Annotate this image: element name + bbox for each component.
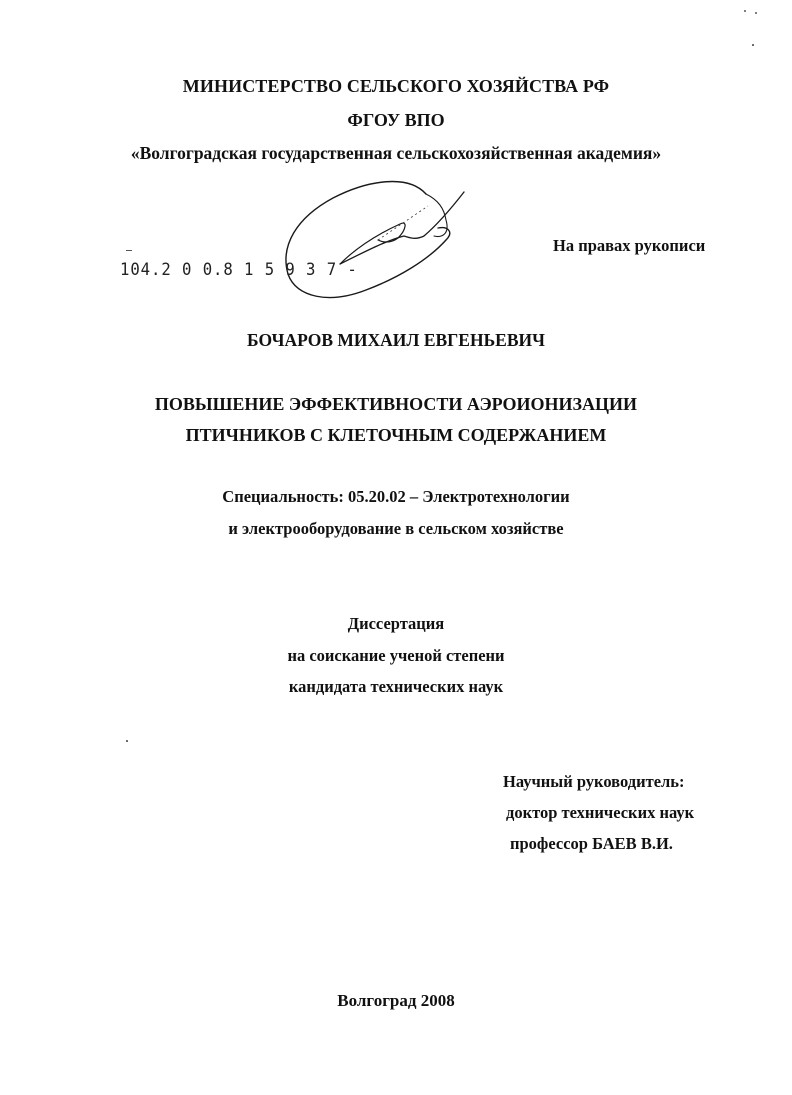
specialty-line-2: и электрооборудование в сельском хозяйстве xyxy=(228,519,564,538)
academy-heading: «Волгоградская государственная сельскохозяйственная академия» xyxy=(130,143,662,163)
city-year: Волгоград 2008 xyxy=(337,991,455,1010)
ministry-heading: МИНИСТЕРСТВО СЕЛЬСКОГО ХОЗЯЙСТВА РФ xyxy=(182,76,610,96)
manuscript-rights-note: На правах рукописи xyxy=(553,236,706,255)
handwritten-signature xyxy=(278,176,478,306)
supervisor-degree: доктор технических наук xyxy=(506,803,695,822)
scan-speck xyxy=(752,44,754,46)
degree-purpose-line: на соискание ученой степени xyxy=(287,646,505,665)
registration-number-stamp: 104.2 0 0.8 1 5 9 3 7 - xyxy=(120,260,358,280)
degree-name-line: кандидата технических наук xyxy=(288,677,504,696)
scan-speck xyxy=(126,740,128,742)
scan-speck xyxy=(755,12,757,14)
supervisor-name: профессор БАЕВ В.И. xyxy=(510,834,673,853)
dissertation-title-line-1: ПОВЫШЕНИЕ ЭФФЕКТИВНОСТИ АЭРОИОНИЗАЦИИ xyxy=(154,394,638,414)
scan-speck xyxy=(744,10,746,12)
dissertation-label: Диссертация xyxy=(347,614,445,633)
supervisor-label: Научный руководитель: xyxy=(503,772,685,791)
institution-type-heading: ФГОУ ВПО xyxy=(347,110,445,130)
author-name: БОЧАРОВ МИХАИЛ ЕВГЕНЬЕВИЧ xyxy=(247,330,545,350)
specialty-line-1: Специальность: 05.20.02 – Электротехнологии xyxy=(222,487,570,506)
dissertation-title-line-2: ПТИЧНИКОВ С КЛЕТОЧНЫМ СОДЕРЖАНИЕМ xyxy=(185,425,607,445)
scan-speck xyxy=(126,250,132,251)
